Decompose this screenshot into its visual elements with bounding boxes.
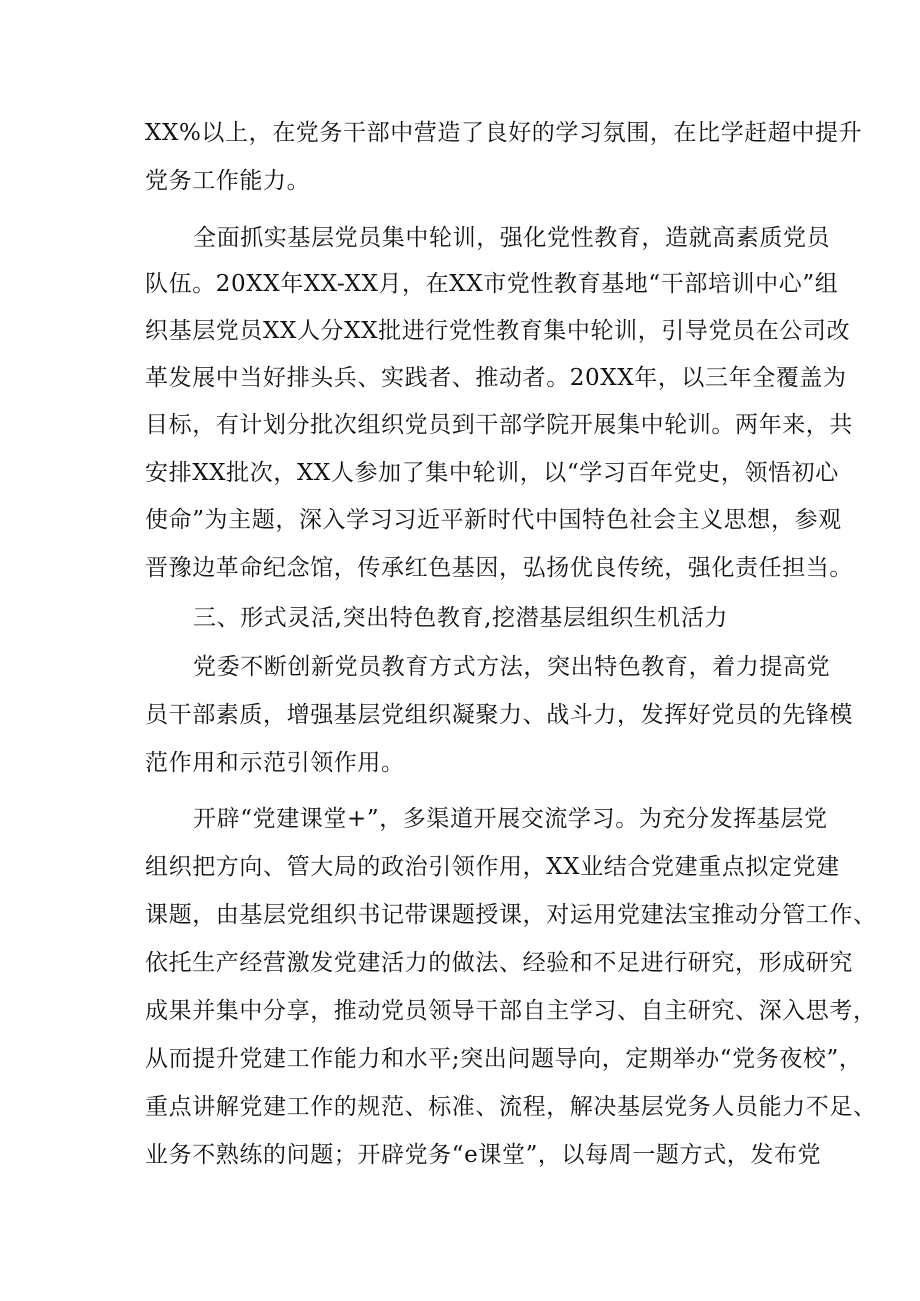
paragraph-line: 课题，由基层党组织书记带课题授课，对运用党建法宝推动分管工作、 — [145, 902, 877, 928]
paragraph-line: 从而提升党建工作能力和水平;突出问题导向，定期举办“党务夜校”， — [145, 1046, 863, 1072]
paragraph-line: 全面抓实基层党员集中轮训，强化党性教育，造就高素质党员 — [193, 225, 831, 251]
paragraph-line: 组织把方向、管大局的政治引领作用，XX业结合党建重点拟定党建 — [145, 854, 840, 880]
paragraph-line: 安排XX批次，XX人参加了集中轮训，以“学习百年党史，领悟初心 — [145, 460, 839, 486]
paragraph-line: 范作用和示范引领作用。 — [145, 750, 405, 776]
section-heading: 三、形式灵活,突出特色教育,挖潜基层组织生机活力 — [193, 605, 729, 631]
paragraph-line: 织基层党员XX人分XX批进行党性教育集中轮训，引导党员在公司改 — [145, 318, 851, 344]
paragraph-line: XX%以上，在党务干部中营造了良好的学习氛围，在比学赶超中提升 — [145, 120, 863, 146]
paragraph-line: 目标，有计划分批次组织党员到干部学院开展集中轮训。两年来，共 — [145, 412, 853, 438]
paragraph-line: 重点讲解党建工作的规范、标准、流程，解决基层党务人员能力不足、 — [145, 1094, 877, 1120]
paragraph-line: 晋豫边革命纪念馆，传承红色基因，弘扬优良传统，强化责任担当。 — [145, 555, 853, 581]
paragraph-line: 依托生产经营激发党建活力的做法、经验和不足进行研究，形成研究 — [145, 950, 853, 976]
paragraph-line: 革发展中当好排头兵、实践者、推动者。20XX年，以三年全覆盖为 — [145, 365, 847, 391]
paragraph-line: 开辟“党建课堂+”，多渠道开展交流学习。为充分发挥基层党 — [193, 806, 828, 832]
paragraph-line: 成果并集中分享，推动党员领导干部自主学习、自主研究、深入思考， — [145, 998, 877, 1024]
paragraph-line: 员干部素质，增强基层党组织凝聚力、战斗力，发挥好党员的先锋模 — [145, 702, 853, 728]
paragraph-line: 党务工作能力。 — [145, 168, 311, 194]
paragraph-line: 队伍。20XX年XX-XX月，在XX市党性教育基地“干部培训中心”组 — [145, 271, 839, 297]
paragraph-line: 党委不断创新党员教育方式方法，突出特色教育，着力提高党 — [193, 654, 831, 680]
paragraph-line: 使命”为主题，深入学习习近平新时代中国特色社会主义思想，参观 — [145, 507, 842, 533]
paragraph-line: 业务不熟练的问题；开辟党务“e课堂”，以每周一题方式，发布党 — [145, 1142, 822, 1168]
